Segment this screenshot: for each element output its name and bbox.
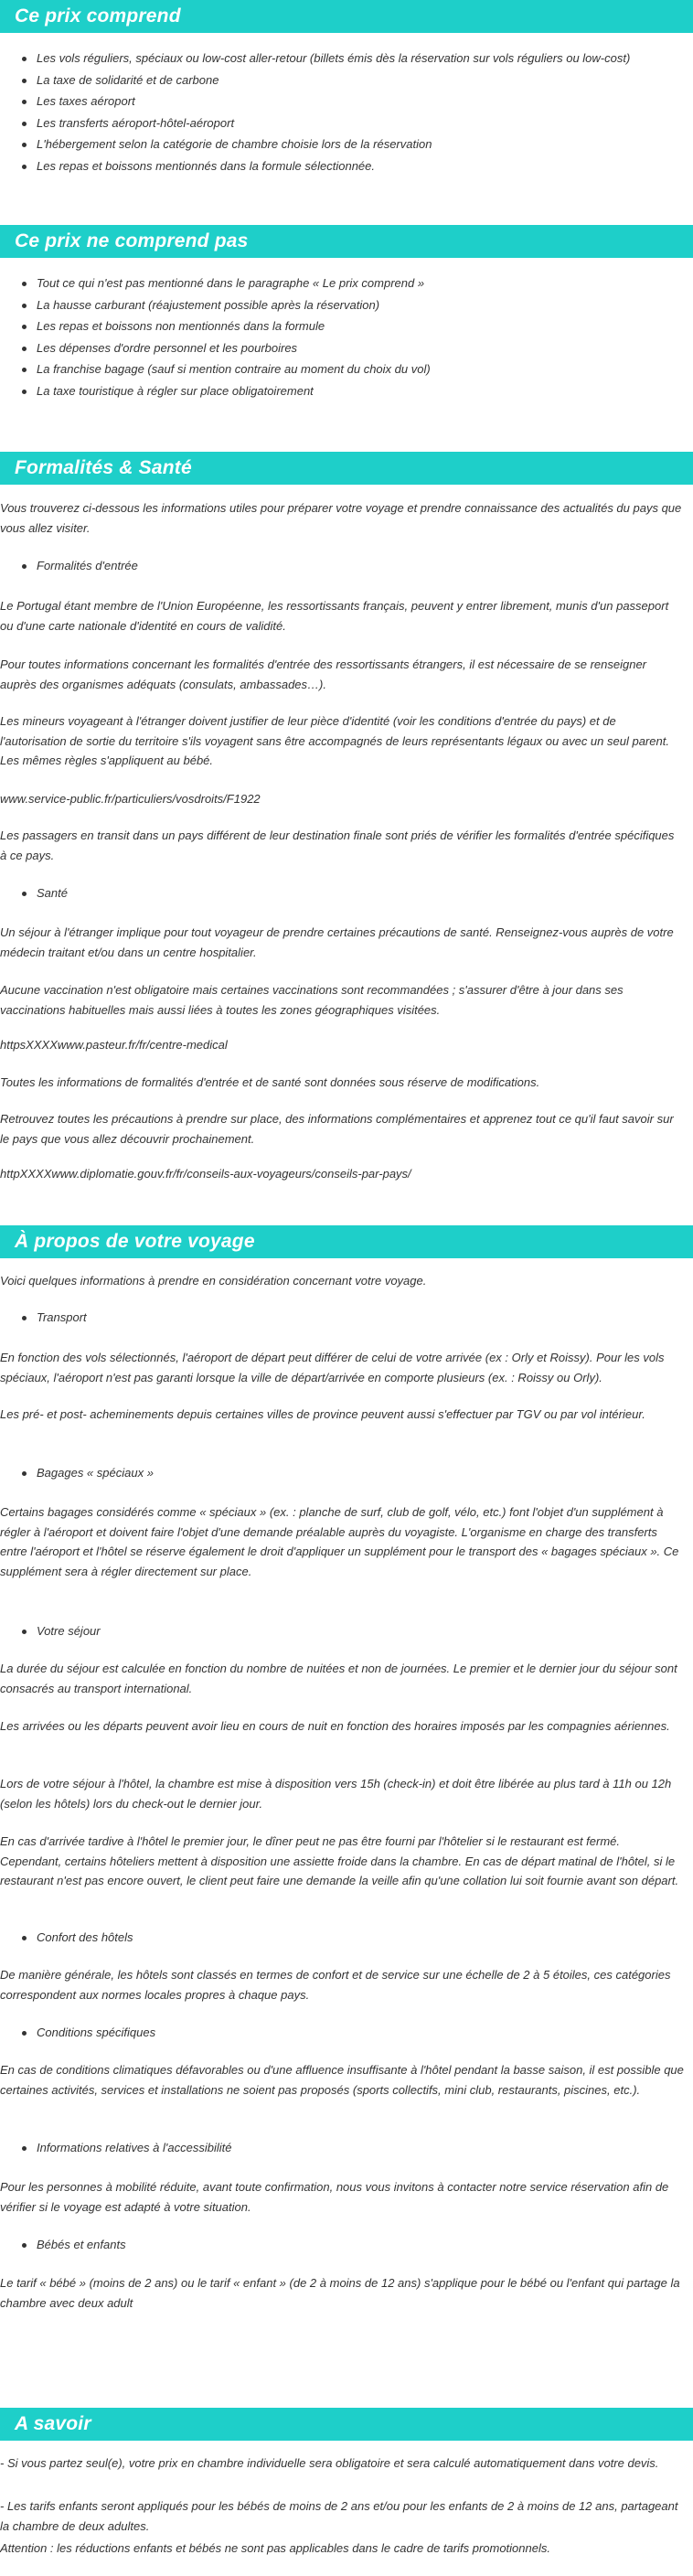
section-formalities-health bbox=[0, 452, 693, 1211]
section-title: A savoir bbox=[0, 2408, 693, 2441]
list-item: Les repas et boissons mentionnés dans la formule sélectionnée. bbox=[0, 155, 693, 177]
paragraph: Pour les personnes à mobilité réduite, avant toute confirmation, nous vous invitons à contacter notre service réservation afin de vérifier si le voyage est adapté à votre situation. bbox=[0, 2180, 669, 2214]
excludes-list bbox=[0, 273, 693, 401]
link-service-public[interactable]: www.service-public.fr/particuliers/vosdroits/F1922 bbox=[0, 792, 261, 806]
paragraph: La durée du séjour est calculée en fonction du nombre de nuitées et non de journées. Le premier et le dernier jour du séjour sont consacrés au transport international. bbox=[0, 1662, 677, 1695]
subheading-health: Santé bbox=[37, 883, 686, 903]
section-title: Ce prix ne comprend pas bbox=[0, 225, 693, 258]
paragraph: De manière générale, les hôtels sont classés en termes de confort et de service sur une échelle de 2 à 5 étoiles, ces catégories correspondent aux normes locales propres à chaque pays. bbox=[0, 1968, 671, 2002]
link-diplomatie[interactable]: httpXXXXwww.diplomatie.gouv.fr/fr/conseils-aux-voyageurs/conseils-par-pays/ bbox=[0, 1167, 411, 1181]
paragraph: Toutes les informations de formalités d'entrée et de santé sont données sous réserve de modifications. bbox=[0, 1075, 540, 1089]
subheading-accessibility: Informations relatives à l'accessibilité bbox=[37, 2138, 686, 2158]
section-title: À propos de votre voyage bbox=[0, 1225, 693, 1258]
section-title: Ce prix comprend bbox=[0, 0, 693, 33]
list-item: La hausse carburant (réajustement possible après la réservation) bbox=[0, 294, 693, 316]
paragraph: Retrouvez toutes les précautions à prendre sur place, des informations complémentaires et apprenez tout ce qu'il faut savoir sur le pays que vous allez découvrir prochainement. bbox=[0, 1112, 674, 1146]
section-price-excludes bbox=[0, 225, 693, 401]
paragraph: Attention : les réductions enfants et bébés ne sont pas applicables dans le cadre de tarifs promotionnels. bbox=[0, 2541, 550, 2555]
paragraph: - Les tarifs enfants seront appliqués pour les bébés de moins de 2 ans et/ou pour les enfants de 2 à moins de 12 ans, partageant la chambre de deux adultes. bbox=[0, 2499, 678, 2533]
paragraph: En cas de conditions climatiques défavorables ou d'une affluence insuffisante à l'hôtel pendant la basse saison, il est possible que certaines activités, services et installations ne soient pas proposés (sports collectifs, mini club, restaurants, piscines, etc.). bbox=[0, 2063, 684, 2097]
list-item: L'hébergement selon la catégorie de chambre choisie lors de la réservation bbox=[0, 134, 693, 155]
intro-text: Voici quelques informations à prendre en considération concernant votre voyage. bbox=[0, 1274, 427, 1288]
subheading-special-luggage: Bagages « spéciaux » bbox=[37, 1463, 686, 1483]
list-item: Les dépenses d'ordre personnel et les pourboires bbox=[0, 337, 693, 359]
paragraph: Les mineurs voyageant à l'étranger doivent justifier de leur pièce d'identité (voir les conditions d'entrée du pays) et de l'autorisation de sortie du territoire s'ils voyagent sans être accompagnés de leurs représentants légaux ou avec un seul parent. Les mêmes règles s'appliquent au bébé. bbox=[0, 714, 669, 767]
list-item: Les vols réguliers, spéciaux ou low-cost aller-retour (billets émis dès la réservation sur vols réguliers ou low-cost) bbox=[0, 48, 693, 69]
paragraph: Le Portugal étant membre de l'Union Européenne, les ressortissants français, peuvent y entrer librement, munis d'un passeport ou d'une carte nationale d'identité en cours de validité. bbox=[0, 599, 669, 633]
list-item: Les transferts aéroport-hôtel-aéroport bbox=[0, 112, 693, 134]
subheading-entry: Formalités d'entrée bbox=[37, 556, 686, 576]
paragraph: Pour toutes informations concernant les formalités d'entrée des ressortissants étrangers, il est nécessaire de se renseigner auprès des organismes adéquats (consulats, ambassades…). bbox=[0, 657, 647, 691]
includes-list bbox=[0, 48, 693, 176]
list-item: La franchise bagage (sauf si mention contraire au moment du choix du vol) bbox=[0, 358, 693, 380]
paragraph: Les passagers en transit dans un pays différent de leur destination finale sont priés de vérifier les formalités d'entrée spécifiques à ce pays. bbox=[0, 828, 675, 862]
paragraph: Les arrivées ou les départs peuvent avoir lieu en cours de nuit en fonction des horaires imposés par les compagnies aériennes. bbox=[0, 1719, 670, 1733]
paragraph: Lors de votre séjour à l'hôtel, la chambre est mise à disposition vers 15h (check-in) et doit être libérée au plus tard à 11h ou 12h (selon les hôtels) lors du check-out le dernier jour. bbox=[0, 1777, 672, 1811]
subheading-hotel-comfort: Confort des hôtels bbox=[37, 1928, 686, 1948]
list-item: La taxe touristique à régler sur place obligatoirement bbox=[0, 380, 693, 402]
paragraph: - Si vous partez seul(e), votre prix en chambre individuelle sera obligatoire et sera calculé automatiquement dans votre devis. bbox=[0, 2456, 659, 2470]
subheading-transport: Transport bbox=[37, 1308, 686, 1328]
intro-text: Vous trouverez ci-dessous les informations utiles pour préparer votre voyage et prendre connaissance des actualités du pays que vous allez visiter. bbox=[0, 501, 682, 535]
list-item: Les taxes aéroport bbox=[0, 91, 693, 112]
paragraph: En cas d'arrivée tardive à l'hôtel le premier jour, le dîner peut ne pas être fourni par l'hôtelier si le restaurant est fermé. Cependant, certains hôteliers mettent à disposition une assiette froide dans la chambre. En cas de départ matinal de l'hôtel, si le restaurant n'est pas encore ouvert, le client peut faire une demande la veille afin qu'une collation lui soit fournie avant son départ. bbox=[0, 1834, 679, 1887]
list-item: Les repas et boissons non mentionnés dans la formule bbox=[0, 315, 693, 337]
paragraph: Aucune vaccination n'est obligatoire mais certaines vaccinations sont recommandées ; s'assurer d'être à jour dans ses vaccinations habituelles mais aussi liées à toutes les zones géographiques visitées. bbox=[0, 983, 624, 1017]
section-good-to-know bbox=[0, 2408, 693, 2576]
paragraph: Les pré- et post- acheminements depuis certaines villes de province peuvent aussi s'effectuer par TGV ou par vol intérieur. bbox=[0, 1407, 645, 1421]
paragraph: Un séjour à l'étranger implique pour tout voyageur de prendre certaines précautions de santé. Renseignez-vous auprès de votre médecin traitant et/ou dans un centre hospitalier. bbox=[0, 925, 674, 959]
subheading-specific-conditions: Conditions spécifiques bbox=[37, 2023, 686, 2043]
subheading-stay: Votre séjour bbox=[37, 1621, 686, 1641]
paragraph: Le tarif « bébé » (moins de 2 ans) ou le tarif « enfant » (de 2 à moins de 12 ans) s'applique pour le bébé ou l'enfant qui partage la chambre avec deux adult bbox=[0, 2276, 680, 2310]
list-item: Tout ce qui n'est pas mentionné dans le paragraphe « Le prix comprend » bbox=[0, 273, 693, 294]
subheading-babies-children: Bébés et enfants bbox=[37, 2235, 686, 2255]
paragraph: En fonction des vols sélectionnés, l'aéroport de départ peut différer de celui de votre arrivée (ex : Orly et Roissy). Pour les vols spéciaux, l'aéroport n'est pas garanti lorsque la ville de départ/arrivée en comporte plusieurs (ex. : Roissy ou Orly). bbox=[0, 1351, 665, 1384]
link-pasteur[interactable]: httpsXXXXwww.pasteur.fr/fr/centre-medical bbox=[0, 1038, 228, 1052]
list-item: La taxe de solidarité et de carbone bbox=[0, 69, 693, 91]
section-title: Formalités & Santé bbox=[0, 452, 693, 485]
section-about-trip bbox=[0, 1225, 693, 2332]
section-price-includes bbox=[0, 0, 693, 176]
paragraph: Certains bagages considérés comme « spéciaux » (ex. : planche de surf, club de golf, vélo, etc.) font l'objet d'un supplément à régler à l'aéroport et doivent faire l'objet d'une demande préalable auprès du voyagiste. L'organisme en charge des transferts entre l'aéroport et l'hôtel se réserve également le droit d'appliquer un supplément pour le transport des « bagages spéciaux ». Ce supplément sera à régler directement sur place. bbox=[0, 1505, 679, 1578]
